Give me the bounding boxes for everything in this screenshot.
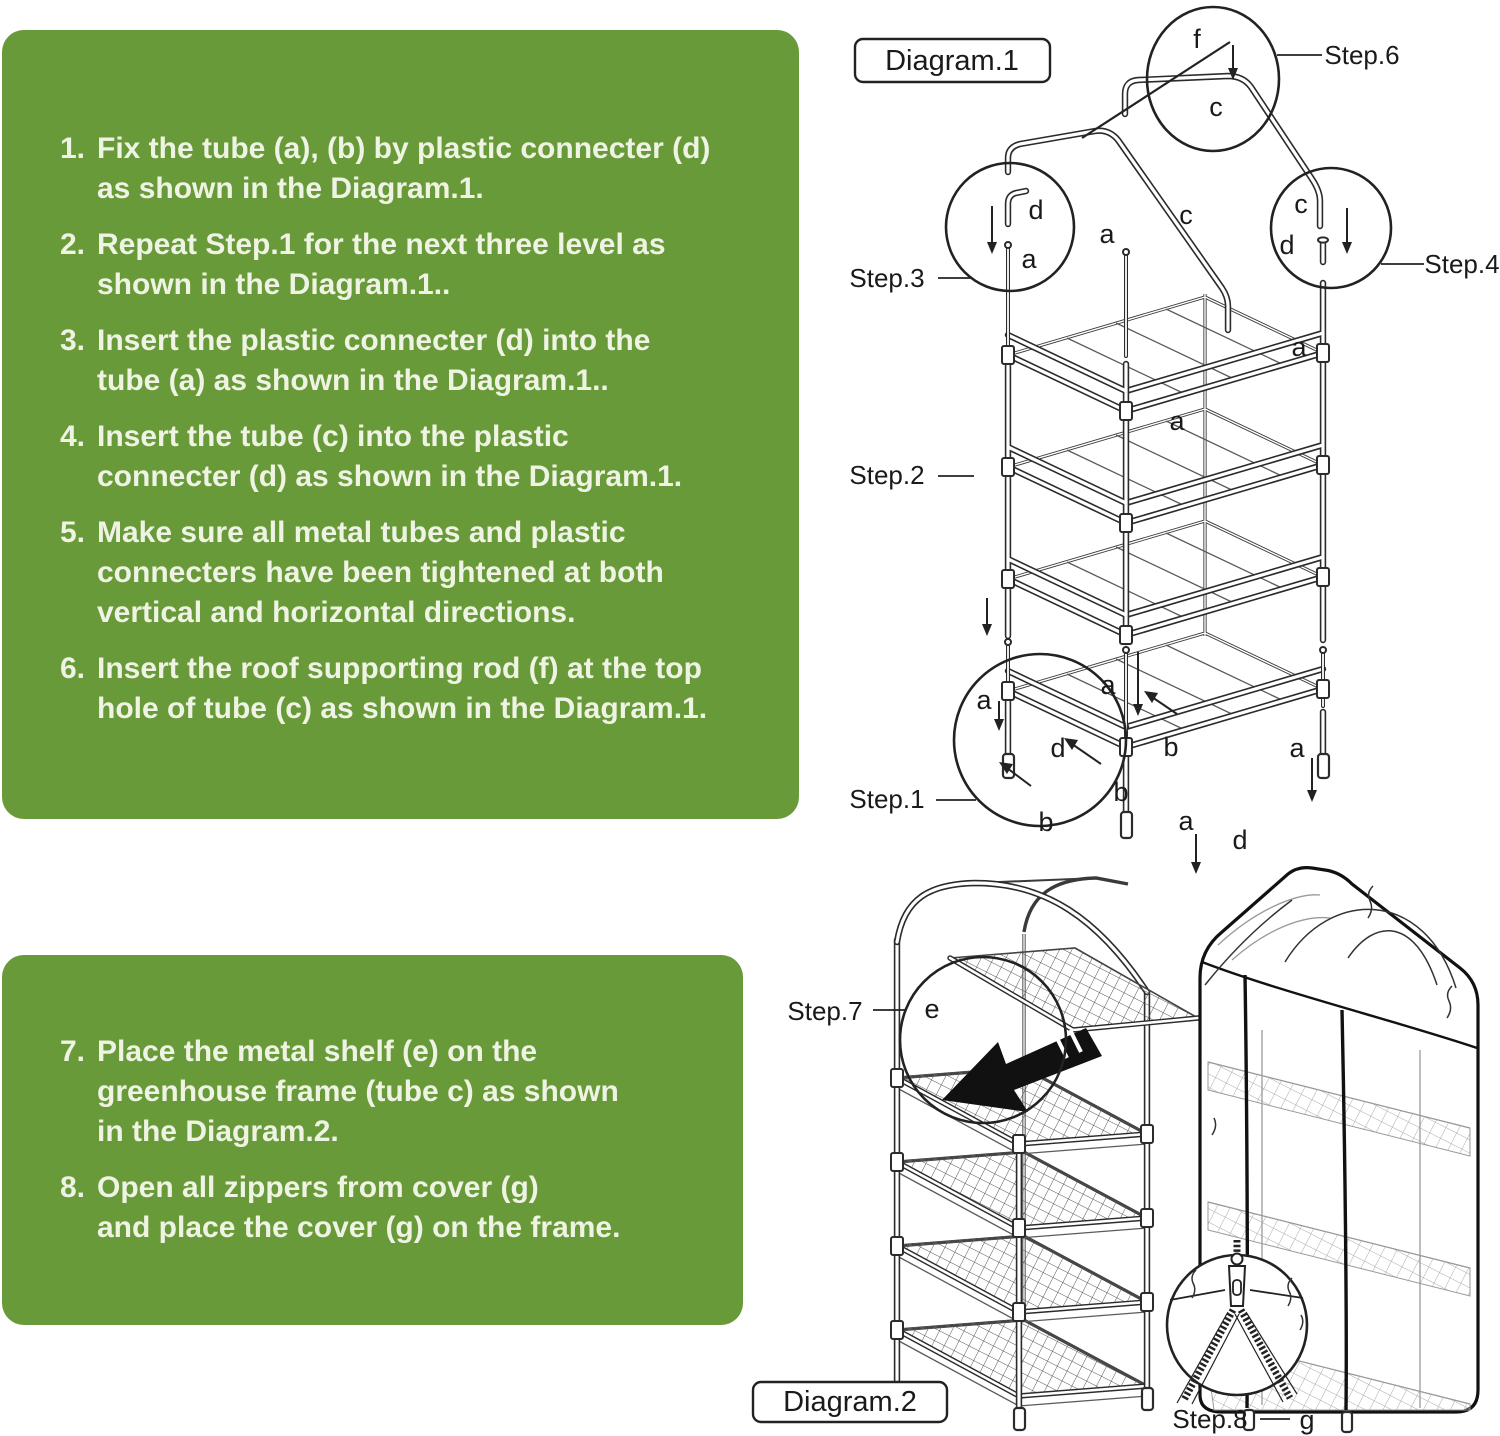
part-label-d: d xyxy=(1232,825,1248,855)
part-label-d: d xyxy=(1050,733,1066,763)
step3-label: Step.3 xyxy=(849,263,925,293)
part-label-g: g xyxy=(1299,1405,1315,1435)
part-label-a: a xyxy=(1178,806,1194,836)
instruction-line: greenhouse frame (tube c) as shown xyxy=(97,1075,619,1108)
instruction-line: and place the cover (g) on the frame. xyxy=(97,1211,621,1244)
instruction-line: in the Diagram.2. xyxy=(97,1115,339,1148)
instruction-line: Open all zippers from cover (g) xyxy=(97,1171,539,1204)
part-label-a: a xyxy=(1291,332,1307,362)
instruction-line: Place the metal shelf (e) on the xyxy=(97,1035,538,1068)
item-number: 5. xyxy=(60,516,86,549)
part-label-b: b xyxy=(1163,732,1179,762)
part-label-b: b xyxy=(1113,777,1129,807)
item-number: 3. xyxy=(60,324,86,357)
diagram2-title: Diagram.2 xyxy=(783,1386,917,1418)
instruction-line: hole of tube (c) as shown in the Diagram.1. xyxy=(97,692,708,725)
instruction-line: shown in the Diagram.1.. xyxy=(97,268,451,301)
instruction-line: Make sure all metal tubes and plastic xyxy=(97,516,626,549)
item-number: 1. xyxy=(60,132,86,165)
step7-label: Step.7 xyxy=(787,996,863,1026)
instruction-line: Repeat Step.1 for the next three level as xyxy=(97,228,666,261)
step4-detail-circle xyxy=(1271,168,1391,288)
part-label-a: a xyxy=(1099,219,1115,249)
part-label-d: d xyxy=(1028,195,1044,225)
item-number: 4. xyxy=(60,420,86,453)
instruction-line: connecter (d) as shown in the Diagram.1. xyxy=(97,460,683,493)
part-label-c: c xyxy=(1179,200,1193,230)
item-number: 6. xyxy=(60,652,86,685)
part-label-c: c xyxy=(1209,92,1223,122)
step6-label: Step.6 xyxy=(1324,40,1400,70)
instruction-line: Fix the tube (a), (b) by plastic connecter (d) xyxy=(97,132,711,165)
step2-label: Step.2 xyxy=(849,460,925,490)
step1-label: Step.1 xyxy=(849,784,925,814)
part-label-e: e xyxy=(924,994,940,1024)
part-label-c: c xyxy=(1294,189,1308,219)
instruction-line: tube (a) as shown in the Diagram.1.. xyxy=(97,364,609,397)
part-label-b: b xyxy=(1038,807,1054,837)
part-label-a: a xyxy=(1100,670,1116,700)
zipper-line-right xyxy=(1342,1010,1346,1410)
diagram2-rack-art xyxy=(787,878,1198,1430)
instruction-line: as shown in the Diagram.1. xyxy=(97,172,484,205)
part-label-a: a xyxy=(976,685,992,715)
step8-label: Step.8 xyxy=(1172,1404,1248,1434)
zipper-pull-pin xyxy=(1232,1254,1243,1265)
item-number: 2. xyxy=(60,228,86,261)
diagram1-title: Diagram.1 xyxy=(885,45,1019,77)
diagram1-frame-art xyxy=(849,7,1499,874)
part-label-a: a xyxy=(1169,406,1185,436)
instruction-line: Insert the plastic connecter (d) into the xyxy=(97,324,651,357)
item-number: 8. xyxy=(60,1171,86,1204)
part-label-a: a xyxy=(1021,244,1037,274)
instruction-line: Insert the roof supporting rod (f) at the top xyxy=(97,652,702,685)
rod-f xyxy=(1082,42,1230,138)
step4-label: Step.4 xyxy=(1424,249,1500,279)
part-label-a: a xyxy=(1289,733,1305,763)
instruction-line: connecters have been tightened at both xyxy=(97,556,664,589)
instruction-line: vertical and horizontal directions. xyxy=(97,596,576,629)
part-label-f: f xyxy=(1193,24,1201,54)
instruction-line: Insert the tube (c) into the plastic xyxy=(97,420,569,453)
item-number: 7. xyxy=(60,1035,86,1068)
part-label-d: d xyxy=(1279,230,1295,260)
